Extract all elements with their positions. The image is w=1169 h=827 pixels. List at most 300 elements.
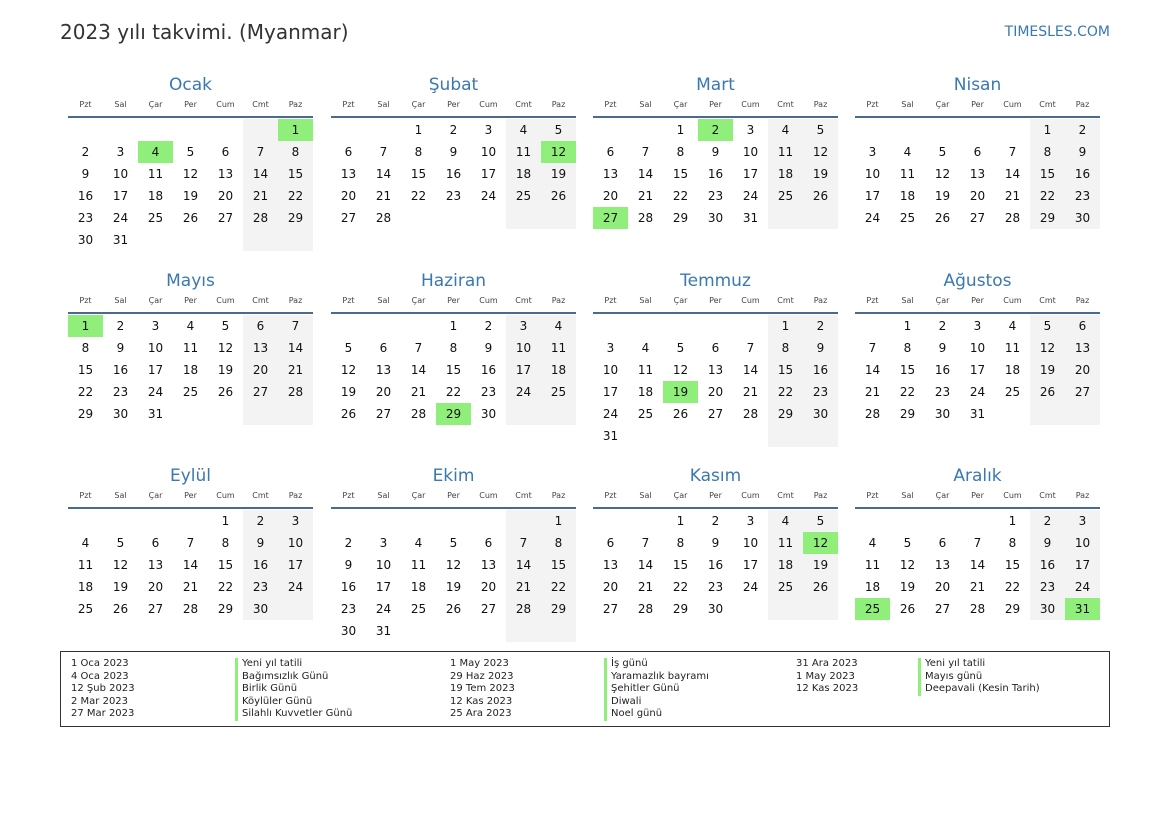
day-cell: 16 — [445, 167, 462, 181]
day-cell: 31 — [602, 429, 619, 443]
day-cell: 10 — [480, 145, 497, 159]
day-cell: 21 — [864, 385, 881, 399]
day-cell: 8 — [541, 532, 576, 554]
day-cell: 12 — [340, 363, 357, 377]
day-cell: 30 — [934, 407, 951, 421]
holiday-day-cell: 27 — [593, 207, 628, 229]
empty-cell — [541, 207, 576, 229]
weekday-label: Cmt — [252, 100, 269, 109]
day-cell: 10 — [147, 341, 164, 355]
day-cell: 28 — [637, 211, 654, 225]
day-cell: 13 — [480, 558, 497, 572]
day-cell: 23 — [243, 576, 278, 598]
weekday-label: Per — [447, 296, 460, 305]
day-cell: 30 — [707, 602, 724, 616]
day-grid — [331, 315, 576, 425]
month-1 — [68, 74, 313, 251]
day-cell: 16 — [77, 189, 94, 203]
day-cell: 27 — [480, 602, 497, 616]
day-cell: 7 — [278, 315, 313, 337]
weekday-label: Per — [709, 100, 722, 109]
day-cell: 3 — [1065, 510, 1100, 532]
weekday-label: Sal — [377, 491, 390, 500]
day-cell: 6 — [973, 145, 982, 159]
day-cell: 9 — [81, 167, 90, 181]
holiday-entry: 1 May 2023 — [450, 658, 509, 669]
day-cell: 5 — [541, 119, 576, 141]
day-cell: 19 — [112, 580, 129, 594]
weekday-label: Çar — [411, 296, 426, 305]
day-grid — [331, 119, 576, 229]
day-cell: 29 — [217, 602, 234, 616]
day-cell: 14 — [375, 167, 392, 181]
day-cell: 12 — [672, 363, 689, 377]
day-cell: 20 — [969, 189, 986, 203]
day-cell: 31 — [147, 407, 164, 421]
day-cell: 13 — [217, 167, 234, 181]
weekday-label: Cmt — [777, 491, 794, 500]
empty-cell — [138, 510, 173, 532]
day-cell: 27 — [602, 602, 619, 616]
day-cell: 8 — [449, 341, 458, 355]
day-cell: 15 — [899, 363, 916, 377]
day-cell: 15 — [410, 167, 427, 181]
day-cell: 8 — [278, 141, 313, 163]
weekday-label: Pzt — [342, 100, 355, 109]
day-cell: 3 — [278, 510, 313, 532]
empty-cell — [803, 425, 838, 447]
day-cell: 10 — [375, 558, 392, 572]
day-cell: 20 — [934, 580, 951, 594]
empty-cell — [208, 403, 243, 425]
day-cell: 12 — [112, 558, 129, 572]
day-cell: 16 — [243, 554, 278, 576]
empty-cell — [401, 510, 436, 532]
month-5 — [68, 270, 313, 425]
day-cell: 12 — [934, 167, 951, 181]
weekday-label: Çar — [935, 491, 950, 500]
month-name: Şubat — [428, 75, 479, 95]
day-cell: 10 — [506, 337, 541, 359]
day-cell: 11 — [182, 341, 199, 355]
day-cell: 3 — [116, 145, 125, 159]
day-cell: 10 — [278, 532, 313, 554]
day-cell: 11 — [768, 141, 803, 163]
day-cell: 12 — [899, 558, 916, 572]
day-cell: 28 — [1004, 211, 1021, 225]
day-cell: 11 — [147, 167, 164, 181]
empty-cell — [890, 510, 925, 532]
empty-cell — [401, 207, 436, 229]
day-cell: 24 — [864, 211, 881, 225]
weekday-label: Çar — [673, 296, 688, 305]
day-cell: 7 — [379, 145, 388, 159]
day-cell: 24 — [742, 580, 759, 594]
day-cell: 28 — [410, 407, 427, 421]
day-cell: 23 — [707, 189, 724, 203]
holiday-entry: Noel günü — [604, 708, 709, 721]
weekday-label: Per — [971, 491, 984, 500]
day-cell: 7 — [641, 145, 650, 159]
holiday-entry: Yeni yıl tatili — [918, 658, 1040, 671]
day-cell: 13 — [934, 558, 951, 572]
empty-cell — [628, 425, 663, 447]
day-cell: 5 — [344, 341, 353, 355]
day-cell: 9 — [449, 145, 458, 159]
day-cell: 27 — [969, 211, 986, 225]
day-cell: 18 — [864, 580, 881, 594]
weekday-label: Sal — [901, 100, 914, 109]
weekday-header — [593, 294, 838, 314]
day-cell: 25 — [1004, 385, 1021, 399]
weekday-label: Çar — [935, 100, 950, 109]
day-cell: 2 — [449, 123, 458, 137]
month-2 — [331, 74, 576, 229]
day-cell: 5 — [116, 536, 125, 550]
day-cell: 2 — [803, 315, 838, 337]
weekday-label: Per — [709, 296, 722, 305]
day-cell: 18 — [410, 580, 427, 594]
month-name: Ekim — [432, 466, 475, 486]
weekday-header — [855, 489, 1100, 509]
empty-cell — [471, 510, 506, 532]
day-cell: 21 — [969, 580, 986, 594]
weekday-label: Paz — [288, 491, 303, 500]
day-cell: 26 — [182, 211, 199, 225]
day-cell: 9 — [803, 337, 838, 359]
weekday-label: Paz — [551, 100, 566, 109]
day-cell: 24 — [506, 381, 541, 403]
weekday-label: Per — [709, 491, 722, 500]
weekday-label: Cmt — [252, 491, 269, 500]
empty-cell — [855, 315, 890, 337]
empty-cell — [366, 315, 401, 337]
day-cell: 11 — [77, 558, 94, 572]
empty-cell — [436, 510, 471, 532]
day-cell: 20 — [602, 189, 619, 203]
weekday-label: Per — [971, 100, 984, 109]
day-cell: 31 — [375, 624, 392, 638]
day-cell: 29 — [1004, 602, 1021, 616]
day-cell: 25 — [768, 185, 803, 207]
empty-cell — [208, 119, 243, 141]
day-cell: 17 — [602, 385, 619, 399]
day-cell: 17 — [1065, 554, 1100, 576]
day-cell: 9 — [344, 558, 353, 572]
holiday-entry: Mayıs günü — [918, 671, 1040, 684]
day-cell: 18 — [147, 189, 164, 203]
weekday-header — [593, 98, 838, 118]
empty-cell — [698, 425, 733, 447]
day-cell: 19 — [899, 580, 916, 594]
day-cell: 2 — [711, 514, 720, 528]
month-8 — [855, 270, 1100, 425]
day-cell: 22 — [445, 385, 462, 399]
day-grid — [68, 119, 313, 251]
holiday-entry: 25 Ara 2023 — [450, 708, 512, 719]
day-cell: 22 — [278, 185, 313, 207]
day-cell: 1 — [541, 510, 576, 532]
day-cell: 13 — [602, 558, 619, 572]
day-cell: 19 — [934, 189, 951, 203]
month-name: Nisan — [953, 75, 1002, 95]
weekday-label: Paz — [551, 296, 566, 305]
day-cell: 30 — [1030, 598, 1065, 620]
day-cell: 4 — [903, 145, 912, 159]
weekday-label: Cum — [741, 491, 760, 500]
day-cell: 15 — [217, 558, 234, 572]
day-cell: 12 — [182, 167, 199, 181]
holiday-entry: Deepavali (Kesin Tarih) — [918, 683, 1040, 696]
day-cell: 18 — [1004, 363, 1021, 377]
weekday-label: Cum — [216, 491, 235, 500]
day-cell: 16 — [1065, 163, 1100, 185]
day-cell: 16 — [707, 167, 724, 181]
day-cell: 1 — [414, 123, 423, 137]
empty-cell — [663, 425, 698, 447]
empty-cell — [68, 510, 103, 532]
empty-cell — [960, 119, 995, 141]
empty-cell — [138, 229, 173, 251]
day-cell: 21 — [375, 189, 392, 203]
day-cell: 29 — [899, 407, 916, 421]
holiday-dates-col-2 — [450, 658, 515, 721]
day-cell: 20 — [1065, 359, 1100, 381]
day-cell: 8 — [221, 536, 230, 550]
empty-cell — [331, 510, 366, 532]
holiday-entry: Silahlı Kuvvetler Günü — [235, 708, 352, 721]
day-cell: 6 — [243, 315, 278, 337]
day-cell: 5 — [186, 145, 195, 159]
holiday-entry: 19 Tem 2023 — [450, 683, 515, 694]
holiday-day-cell: 1 — [278, 119, 313, 141]
weekday-label: Çar — [935, 296, 950, 305]
day-cell: 8 — [1008, 536, 1017, 550]
day-cell: 26 — [672, 407, 689, 421]
day-cell: 13 — [707, 363, 724, 377]
holiday-entry: 31 Ara 2023 — [796, 658, 858, 669]
day-cell: 17 — [112, 189, 129, 203]
empty-cell — [628, 119, 663, 141]
weekday-label: Paz — [1075, 296, 1090, 305]
holiday-names-col-3 — [918, 658, 1040, 696]
day-cell: 18 — [768, 554, 803, 576]
day-cell: 26 — [112, 602, 129, 616]
holiday-dates-col-3 — [796, 658, 858, 696]
day-cell: 14 — [182, 558, 199, 572]
weekday-label: Cmt — [777, 100, 794, 109]
day-cell: 23 — [1030, 576, 1065, 598]
empty-cell — [1065, 403, 1100, 425]
weekday-label: Sal — [639, 100, 652, 109]
day-cell: 20 — [480, 580, 497, 594]
empty-cell — [138, 119, 173, 141]
day-cell: 26 — [217, 385, 234, 399]
day-cell: 29 — [672, 602, 689, 616]
day-cell: 16 — [803, 359, 838, 381]
weekday-header — [68, 294, 313, 314]
empty-cell — [173, 403, 208, 425]
empty-cell — [960, 510, 995, 532]
day-cell: 13 — [1065, 337, 1100, 359]
holiday-day-cell: 31 — [1065, 598, 1100, 620]
day-cell: 5 — [903, 536, 912, 550]
day-cell: 7 — [1008, 145, 1017, 159]
empty-cell — [698, 315, 733, 337]
empty-cell — [401, 620, 436, 642]
weekday-label: Cum — [479, 296, 498, 305]
weekday-label: Sal — [114, 100, 127, 109]
day-cell: 31 — [112, 233, 129, 247]
day-cell: 24 — [278, 576, 313, 598]
empty-cell — [995, 403, 1030, 425]
day-cell: 15 — [672, 167, 689, 181]
weekday-label: Cmt — [1039, 100, 1056, 109]
empty-cell — [366, 510, 401, 532]
empty-cell — [925, 510, 960, 532]
day-cell: 7 — [414, 341, 423, 355]
weekday-label: Per — [184, 296, 197, 305]
empty-cell — [593, 315, 628, 337]
day-cell: 30 — [707, 211, 724, 225]
weekday-header — [68, 489, 313, 509]
weekday-header — [855, 294, 1100, 314]
day-cell: 21 — [742, 385, 759, 399]
weekday-label: Çar — [148, 491, 163, 500]
holiday-entry: Bağımsızlık Günü — [235, 671, 352, 684]
weekday-label: Paz — [1075, 491, 1090, 500]
weekday-label: Per — [184, 100, 197, 109]
day-grid — [68, 510, 313, 620]
day-cell: 25 — [77, 602, 94, 616]
day-cell: 8 — [676, 536, 685, 550]
day-cell: 22 — [77, 385, 94, 399]
day-cell: 8 — [903, 341, 912, 355]
day-cell: 3 — [379, 536, 388, 550]
day-cell: 23 — [1065, 185, 1100, 207]
day-cell: 30 — [1065, 207, 1100, 229]
day-cell: 15 — [278, 163, 313, 185]
month-6 — [331, 270, 576, 425]
weekday-label: Çar — [673, 491, 688, 500]
day-cell: 9 — [711, 145, 720, 159]
day-cell: 25 — [506, 185, 541, 207]
day-cell: 27 — [1065, 381, 1100, 403]
day-cell: 20 — [375, 385, 392, 399]
day-cell: 26 — [1030, 381, 1065, 403]
day-grid — [593, 510, 838, 620]
day-cell: 30 — [480, 407, 497, 421]
weekday-label: Cum — [741, 296, 760, 305]
weekday-label: Sal — [114, 296, 127, 305]
page-title: 2023 yılı takvimi. (Myanmar) — [60, 20, 349, 44]
day-cell: 22 — [217, 580, 234, 594]
day-cell: 20 — [707, 385, 724, 399]
day-cell: 9 — [116, 341, 125, 355]
empty-cell — [855, 119, 890, 141]
empty-cell — [890, 119, 925, 141]
weekday-label: Cum — [1003, 296, 1022, 305]
weekday-header — [855, 98, 1100, 118]
day-cell: 16 — [934, 363, 951, 377]
day-cell: 19 — [803, 554, 838, 576]
day-cell: 28 — [969, 602, 986, 616]
empty-cell — [243, 403, 278, 425]
holiday-entry: 27 Mar 2023 — [71, 708, 135, 719]
day-cell: 16 — [112, 363, 129, 377]
day-cell: 5 — [938, 145, 947, 159]
empty-cell — [401, 315, 436, 337]
empty-cell — [541, 620, 576, 642]
month-name: Aralık — [953, 466, 1002, 486]
day-cell: 26 — [899, 602, 916, 616]
day-cell: 17 — [147, 363, 164, 377]
day-cell: 26 — [340, 407, 357, 421]
day-cell: 23 — [340, 602, 357, 616]
day-cell: 16 — [707, 558, 724, 572]
day-cell: 15 — [1030, 163, 1065, 185]
empty-cell — [768, 598, 803, 620]
day-cell: 11 — [768, 532, 803, 554]
month-9 — [68, 465, 313, 620]
day-cell: 3 — [746, 514, 755, 528]
day-cell: 11 — [637, 363, 654, 377]
day-cell: 6 — [151, 536, 160, 550]
day-cell: 14 — [969, 558, 986, 572]
day-cell: 15 — [445, 363, 462, 377]
weekday-label: Paz — [1075, 100, 1090, 109]
day-cell: 3 — [746, 123, 755, 137]
empty-cell — [593, 119, 628, 141]
holiday-day-cell: 12 — [803, 532, 838, 554]
day-cell: 28 — [864, 407, 881, 421]
weekday-label: Pzt — [604, 296, 617, 305]
day-grid — [593, 119, 838, 229]
empty-cell — [663, 315, 698, 337]
day-cell: 6 — [938, 536, 947, 550]
day-cell: 23 — [445, 189, 462, 203]
day-cell: 9 — [243, 532, 278, 554]
day-cell: 7 — [243, 141, 278, 163]
weekday-label: Pzt — [79, 100, 92, 109]
day-cell: 19 — [1030, 359, 1065, 381]
day-cell: 23 — [480, 385, 497, 399]
day-cell: 23 — [707, 580, 724, 594]
day-cell: 12 — [217, 341, 234, 355]
day-cell: 11 — [410, 558, 427, 572]
day-cell: 16 — [480, 363, 497, 377]
day-cell: 31 — [742, 211, 759, 225]
day-cell: 5 — [1030, 315, 1065, 337]
day-cell: 21 — [506, 576, 541, 598]
day-cell: 4 — [1008, 319, 1017, 333]
day-cell: 1 — [903, 319, 912, 333]
site-link[interactable]: TIMESLES.COM — [1004, 24, 1110, 40]
day-cell: 6 — [344, 145, 353, 159]
day-cell: 8 — [1030, 141, 1065, 163]
month-name: Eylül — [169, 466, 212, 486]
day-cell: 8 — [676, 145, 685, 159]
day-cell: 25 — [182, 385, 199, 399]
day-cell: 20 — [243, 359, 278, 381]
day-cell: 13 — [969, 167, 986, 181]
day-cell: 3 — [868, 145, 877, 159]
day-cell: 9 — [1065, 141, 1100, 163]
day-cell: 1 — [768, 315, 803, 337]
day-cell: 13 — [147, 558, 164, 572]
holiday-entry: 4 Oca 2023 — [71, 670, 129, 682]
day-cell: 18 — [899, 189, 916, 203]
